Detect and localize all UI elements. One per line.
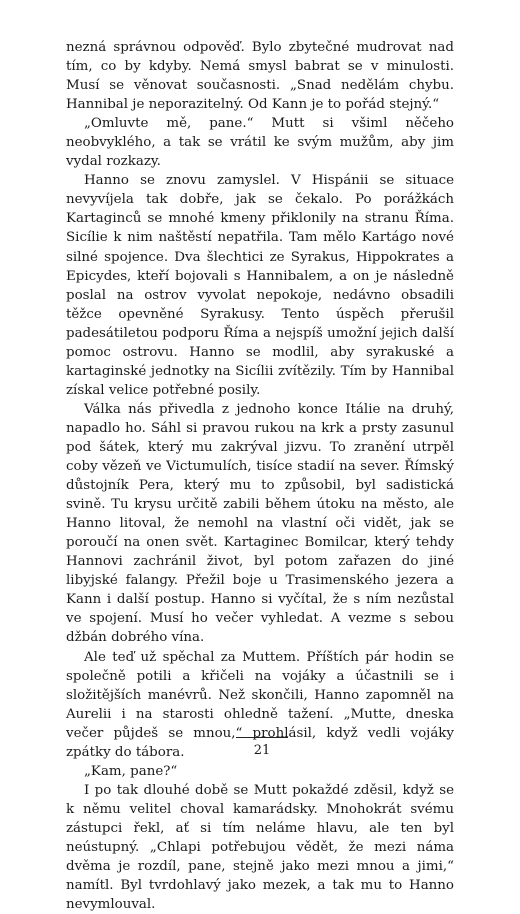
paragraph-4: Válka nás přivedla z jednoho konce Itálie na druhý, napadlo ho. Sáhl si pravou rukou na krk a prsty zasunul pod šátek, který mu zakrýval jizvu. To zranění utrpěl coby vězeň ve Victumulích, tisíce stadií na sever. Římský důstojník Pera, který mu to způsobil, byl sadistická svině. Tu krysu určitě zabili během útoku na město, ale Hanno litoval, že nemohl na vlastní oči vidět, jak se poroučí na onen svět. Kartaginec Bomilcar, který tehdy Hannovi zachránil život, byl potom zařazen do jiné libyjské falangy. Přežil boje u Trasimenského jezera a Kann i další postup. Hanno si vyčítal, že s ním nezůstal ve spojení. Musí ho večer vyhledat. A vezme s sebou džbán dobrého vína. [66,401,454,646]
paragraph-6: „Kam, pane?“ [84,763,178,779]
paragraph-5: Ale teď už spěchal za Muttem. Příštích pár hodin se společně potili a křičeli na vojáky a účastnili se i složitějších manévrů. Než skončili, Hanno zapomněl na Aurelii i na starosti ohledně tažení. „Mutte, dneska večer půjdeš se mnou,“ prohlásil, když vedli vojáky zpátky do tábora. [66,649,454,760]
paragraph-7: I po tak dlouhé době se Mutt pokaždé zděsil, když se k němu velitel choval kamarádsky. Mnohokrát svému zástupci řekl, ať si tím neláme hlavu, ale ten byl neústupný. „Chlapi potřebujou vědět, že mezi náma dvěma je rozdíl, pane, stejně jako mezi mnou a jimi,“ namítl. Byl tvrdohlavý jako mezek, a tak mu to Hanno nevymlouval. [66,782,454,913]
paragraph-1: nezná správnou odpověď. Bylo zbytečné mudrovat nad tím, co by kdyby. Nemá smysl babrat se v minulosti. Musí se věnovat současnosti. „Snad nedělám chybu. Hannibal je neporazitelný. Od Kann je to pořád stejný.“ [66,40,454,113]
body-text [66,38,454,914]
paragraph-2: „Omluvte mě, pane.“ Mutt si všiml něčeho neobvyklého, a tak se vrátil ke svým mužům, aby jim vydal rozkazy. [66,116,454,170]
page-number: 21 [253,743,271,758]
paragraph-3: Hanno se znovu zamyslel. V Hispánii se situace nevyvíjela tak dobře, jak se čekalo. Po porážkách Kartaginců se mnohé kmeny přiklonily na stranu Říma. Sicílie k nim naštěstí nepatřila. Tam mělo Kartágo nové silné spojence. Dva šlechtici ze Syrakus, Hippokrates a Epicydes, kteří bojovali s Hannibalem, a on je následně poslal na ostrov vyvolat nepokoje, nedávno obsadili těžce opevněné Syrakusy. Tento úspěch přerušil padesátiletou podporu Říma a nejspíš umožní jejich další pomoc ostrovu. Hanno se modlil, aby syrakuské a kartaginské jednotky na Sicílii zvítězily. Tím by Hannibal získal velice potřebné posily. [66,173,454,398]
footer-divider [236,737,288,738]
